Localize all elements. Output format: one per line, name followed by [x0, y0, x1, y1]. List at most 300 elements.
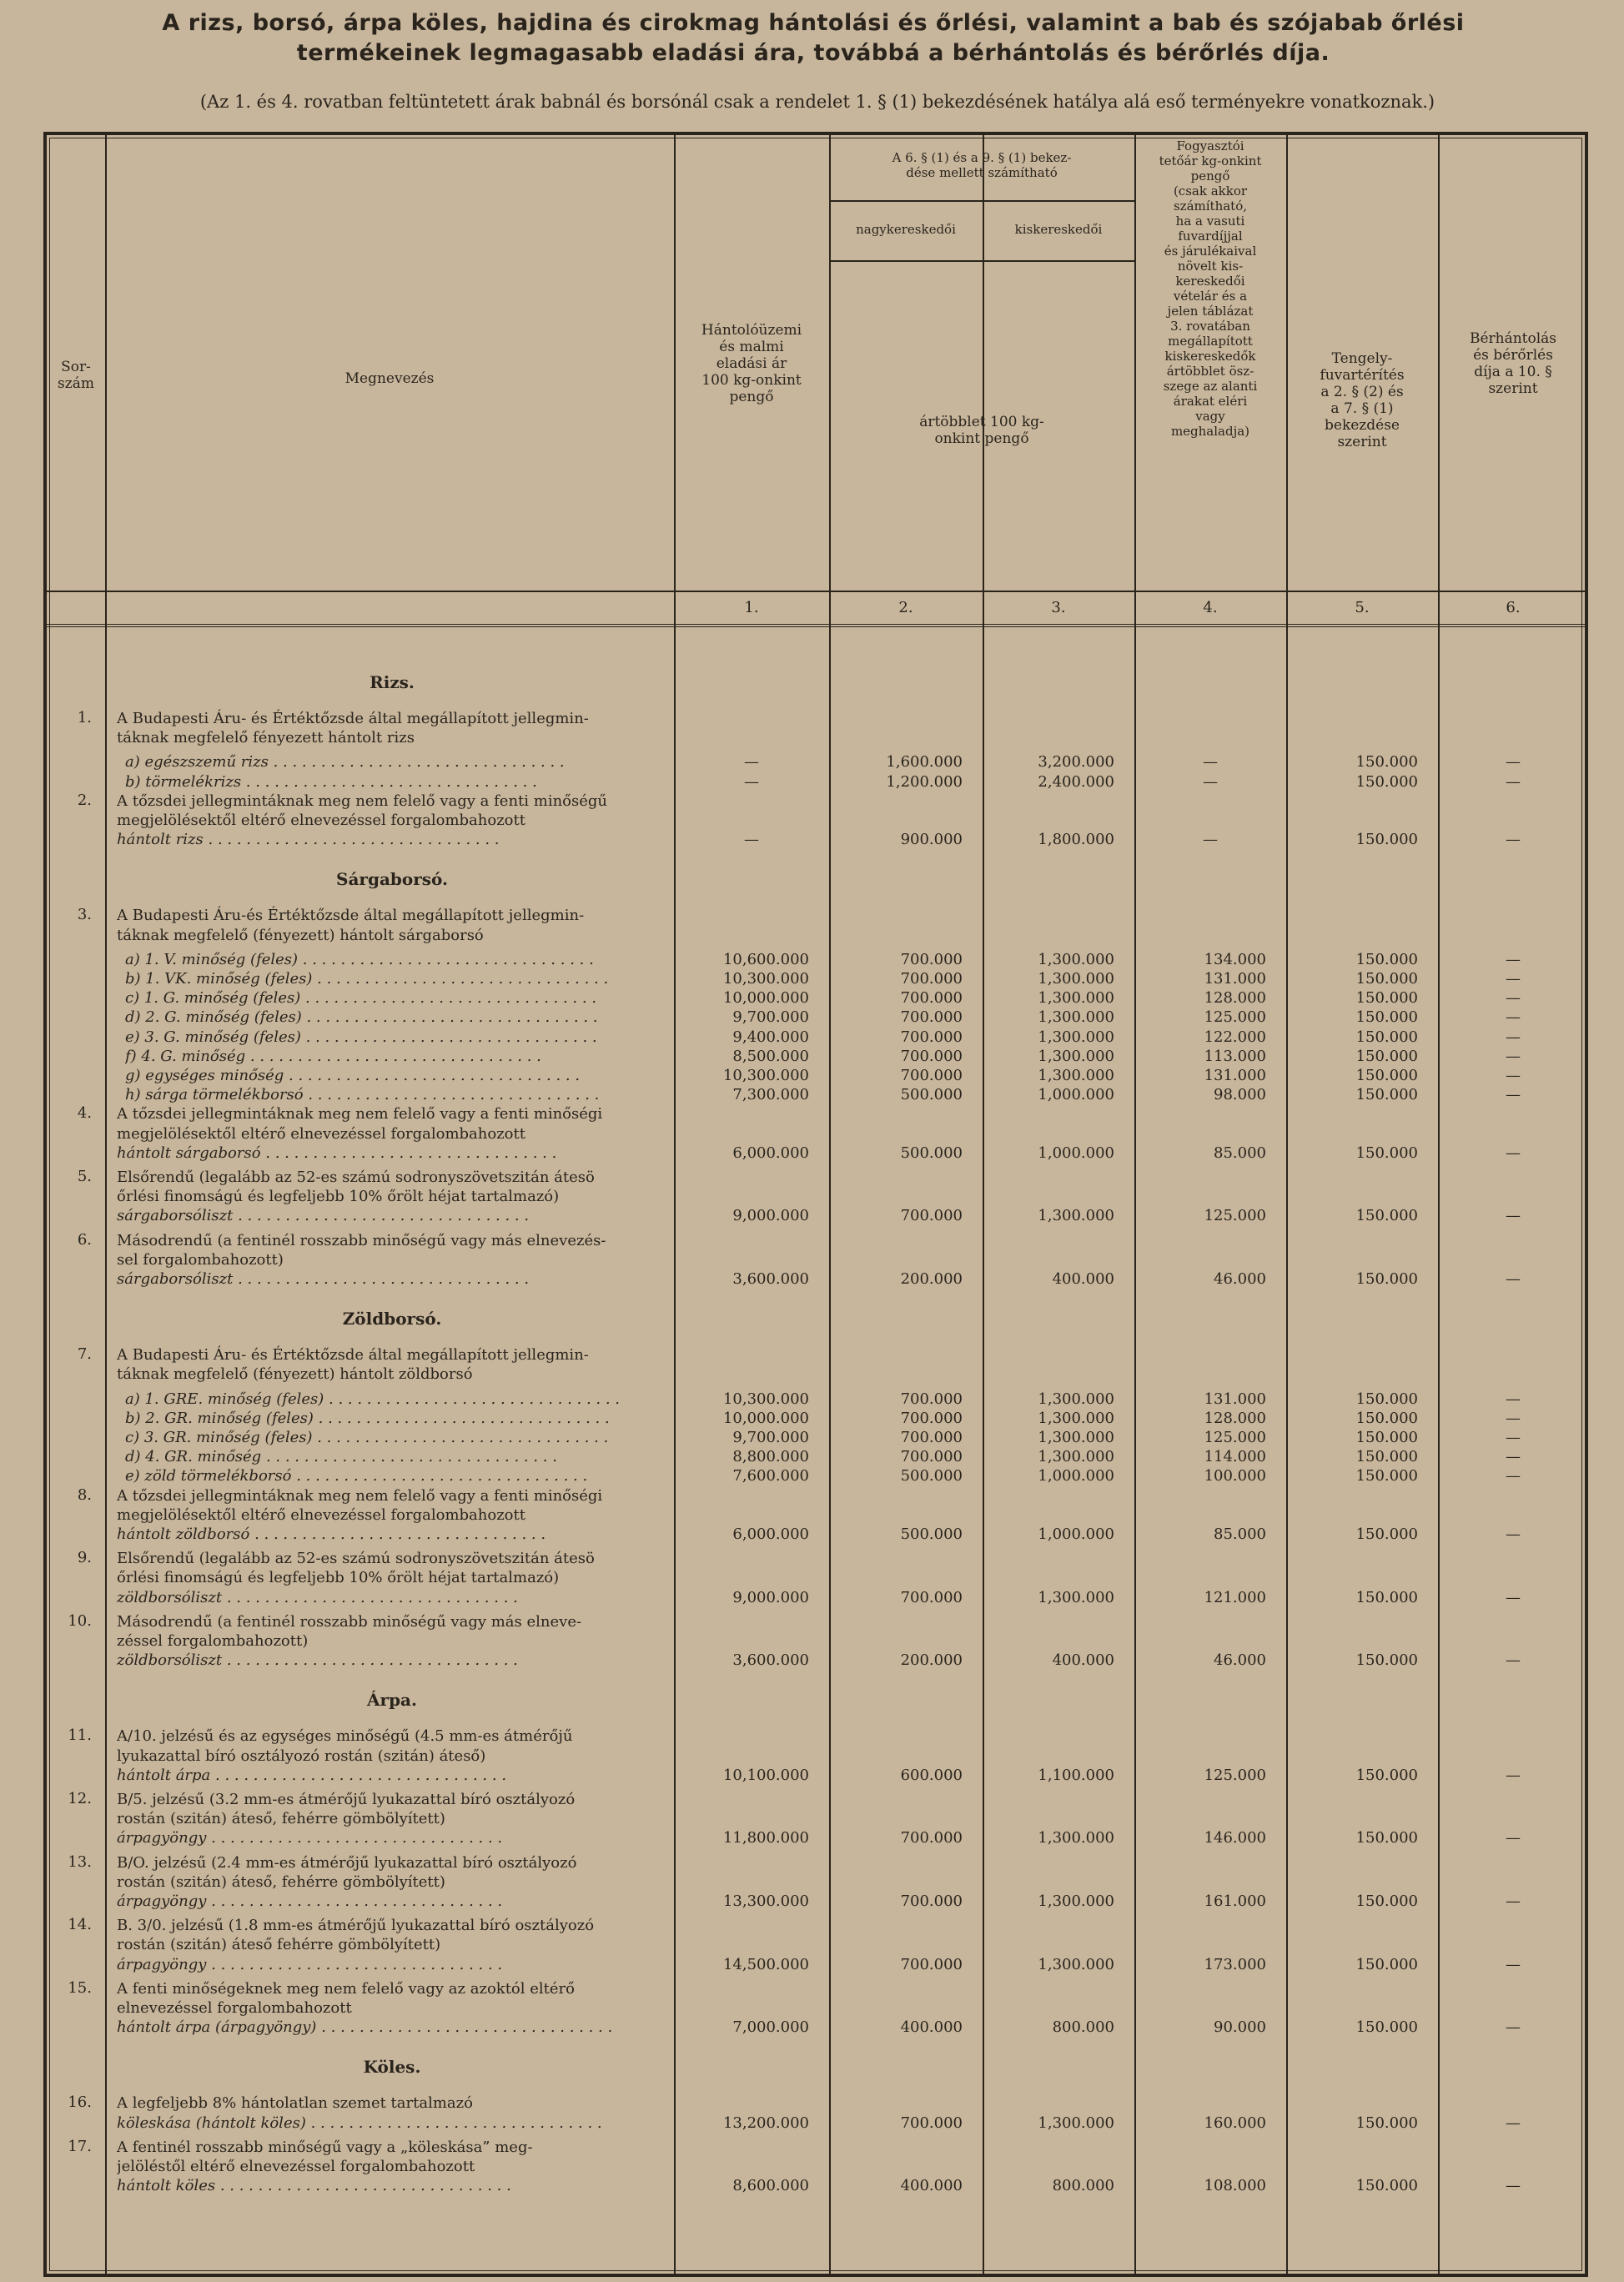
value-cell-col4: 125.000	[1204, 1008, 1266, 1027]
header-col2-sub: nagykereskedői	[856, 222, 956, 237]
value-cell-col6: —	[1506, 1651, 1521, 1670]
item-description: rostán (szitán) áteső, fehérre gömbölyített)	[117, 1810, 445, 1828]
value-cell-col2: 700.000	[900, 1448, 963, 1466]
value-cell-col4: 160.000	[1204, 2114, 1266, 2132]
value-cell-col5: 150.000	[1355, 1067, 1418, 1084]
header-line: Tengely-	[1331, 350, 1393, 367]
value-cell-col4: 173.000	[1204, 1955, 1266, 1973]
value-cell-col6: —	[1506, 950, 1521, 968]
item-description: c) 3. GR. minőség (feles) . . .	[125, 1428, 667, 1448]
item-description: A fentinél rosszabb minőségű vagy a „köleskása” meg-	[117, 2138, 533, 2156]
row-number: 15.	[68, 1978, 92, 1997]
colnum-5: 5.	[1355, 599, 1370, 616]
title-line-1: A rizs, borsó, árpa köles, hajdina és cirokmag hántolási és őrlési, valamint a bab és szójabab őrlési	[162, 10, 1465, 36]
value-cell-col3: 1,300.000	[1038, 950, 1114, 968]
header-line: kiskereskedők	[1164, 349, 1256, 364]
value-cell-col2: 700.000	[900, 1955, 963, 1973]
item-description: árpagyöngy . . .	[117, 1955, 659, 1975]
value-cell-col1: 7,000.000	[732, 2018, 809, 2037]
value-cell-col5: 150.000	[1355, 831, 1418, 849]
header-line: jelen táblázat	[1167, 304, 1254, 319]
value-cell-col2: 1,200.000	[886, 772, 963, 791]
value-cell-col5: 150.000	[1355, 1467, 1418, 1485]
value-cell-col3: 1,000.000	[1038, 1467, 1114, 1485]
value-cell-col3: 1,300.000	[1038, 1067, 1114, 1084]
header-line: szege az alanti	[1163, 379, 1258, 394]
value-cell-col5: 150.000	[1355, 1144, 1418, 1162]
item-description: hántolt köles . . .	[117, 2176, 659, 2196]
item-description: b) 2. GR. minőség (feles) . . .	[125, 1409, 667, 1429]
row-number: 13.	[68, 1852, 92, 1871]
header-line: fuvardíjjal	[1178, 229, 1243, 244]
header-line: megállapított	[1168, 334, 1253, 349]
value-cell-col5: 150.000	[1355, 1008, 1418, 1027]
header-col1: Hántolóüzemi és malmi eladási ár 100 kg-onkint pengő	[701, 322, 802, 405]
subtitle: (Az 1. és 4. rovatban feltüntetett árak babnál és borsónál csak a rendelet 1. § (1) bekezdésének hatálya alá eső terményekre vonatkoznak.)	[199, 92, 1435, 112]
value-cell-col4: 113.000	[1204, 1047, 1266, 1065]
item-description: hántolt zöldborsó . . .	[117, 1525, 659, 1545]
item-description: A tőzsdei jellegmintáknak meg nem felelő vagy a fenti minőségi	[117, 1486, 603, 1505]
item-description: B. 3/0. jelzésű (1.8 mm-es átmérőjű lyukazattal bíró osztályozó	[117, 1917, 595, 1935]
item-description: rostán (szitán) áteső, fehérre gömbölyített)	[117, 1872, 445, 1891]
value-cell-col1: 6,000.000	[732, 1526, 809, 1543]
value-cell-col6: —	[1506, 1067, 1521, 1084]
header-col4	[1134, 138, 1286, 439]
value-cell-col4: —	[1203, 831, 1218, 849]
value-cell-col6: —	[1506, 1955, 1521, 1973]
header-line: pengő	[1190, 168, 1230, 183]
item-description: a) 1. GRE. minőség (feles) . . .	[125, 1390, 667, 1410]
value-cell-col5: 150.000	[1355, 989, 1418, 1008]
value-cell-col1: 10,000.000	[722, 1409, 809, 1427]
col-rule	[1286, 133, 1288, 2274]
value-cell-col1: 10,600.000	[722, 950, 809, 968]
value-cell-col1: 10,000.000	[722, 989, 809, 1008]
value-cell-col6: —	[1506, 1028, 1521, 1046]
header-line: (csak akkor	[1173, 183, 1248, 199]
value-cell-col2: 200.000	[900, 1651, 963, 1670]
value-cell-col4: 121.000	[1204, 1588, 1266, 1606]
value-cell-col1: 9,700.000	[732, 1008, 809, 1027]
item-description: sel forgalombahozott)	[117, 1250, 284, 1269]
item-description: e) zöld törmelékborsó . . .	[125, 1466, 667, 1486]
value-cell-col1: 6,000.000	[732, 1144, 809, 1162]
value-cell-col2: 700.000	[900, 1067, 963, 1084]
item-description: sárgaborsóliszt . . .	[117, 1206, 659, 1226]
value-cell-col5: 150.000	[1355, 2177, 1418, 2195]
row-number: 7.	[77, 1345, 92, 1364]
header-line: vagy	[1195, 409, 1225, 424]
value-cell-col3: 1,300.000	[1038, 1955, 1114, 1973]
col-rule	[674, 133, 676, 2274]
item-description: h) sárga törmelékborsó . . .	[125, 1085, 667, 1105]
value-cell-col5: 150.000	[1355, 1429, 1418, 1446]
value-cell-col3: 1,300.000	[1038, 1588, 1114, 1606]
value-cell-col5: 150.000	[1355, 1448, 1418, 1466]
value-cell-col6: —	[1506, 753, 1521, 772]
value-cell-col3: 800.000	[1052, 2177, 1114, 2195]
section-heading: Rizs.	[370, 672, 415, 692]
item-description: megjelölésektől eltérő elnevezéssel forgalombahozott	[117, 1505, 525, 1524]
item-description: táknak megfelelő (fényezett) hántolt sárgaborsó	[117, 926, 484, 944]
value-cell-col4: 114.000	[1204, 1448, 1266, 1466]
value-cell-col2: 700.000	[900, 989, 963, 1008]
value-cell-col4: 131.000	[1204, 1390, 1266, 1408]
value-cell-col4: 108.000	[1204, 2177, 1266, 2195]
value-cell-col1: 13,200.000	[722, 2114, 809, 2132]
value-cell-col3: 1,000.000	[1038, 1144, 1114, 1162]
value-cell-col2: 700.000	[900, 1429, 963, 1446]
value-cell-col6: —	[1506, 2018, 1521, 2037]
value-cell-col1: 9,400.000	[732, 1028, 809, 1046]
value-cell-col5: 150.000	[1355, 1766, 1418, 1784]
value-cell-col5: 150.000	[1355, 753, 1418, 772]
value-cell-col1: 7,300.000	[732, 1086, 809, 1104]
value-cell-col5: 150.000	[1355, 2114, 1418, 2132]
item-description: táknak megfelelő fényezett hántolt rizs	[117, 729, 415, 747]
value-cell-col4: 122.000	[1204, 1028, 1266, 1046]
col-rule	[983, 133, 984, 2274]
item-description: A fenti minőségeknek meg nem felelő vagy az azoktól eltérő	[117, 1979, 575, 1998]
header-line: fuvartérítés	[1320, 367, 1405, 384]
header-double-rule	[47, 624, 1585, 627]
value-cell-col1: 9,700.000	[732, 1429, 809, 1446]
value-cell-col6: —	[1506, 1448, 1521, 1466]
item-description: Elsőrendű (legalább az 52-es számú sodronyszövetszitán átesö	[117, 1169, 595, 1186]
item-description: őrlési finomságú és legfeljebb 10% őrölt héjat tartalmazó)	[117, 1569, 560, 1587]
row-number: 2.	[77, 791, 92, 809]
value-cell-col1: 10,300.000	[722, 970, 809, 988]
item-description: lyukazattal bíró osztályozó rostán (szitán) áteső)	[117, 1747, 486, 1765]
value-cell-col1: —	[744, 831, 759, 849]
value-cell-col3: 1,300.000	[1038, 1008, 1114, 1027]
header-col6	[1438, 330, 1588, 397]
value-cell-col5: 150.000	[1355, 1651, 1418, 1670]
value-cell-col2: 700.000	[900, 1409, 963, 1427]
value-cell-col3: 1,000.000	[1038, 1086, 1114, 1104]
value-cell-col6: —	[1506, 2114, 1521, 2132]
value-cell-col5: 150.000	[1355, 1892, 1418, 1910]
col-rule	[829, 133, 831, 2274]
row-number: 11.	[68, 1727, 92, 1745]
value-cell-col6: —	[1506, 1270, 1521, 1288]
header-line: díja a 10. §	[1474, 364, 1552, 380]
value-cell-col3: 800.000	[1052, 2018, 1114, 2037]
row-number: 16.	[68, 2094, 92, 2112]
item-description: Másodrendű (a fentinél rosszabb minőségű vagy más elneve-	[117, 1612, 582, 1631]
value-cell-col2: 700.000	[900, 970, 963, 988]
header-sorszam: Sor- szám	[58, 359, 94, 392]
value-cell-col1: 8,600.000	[732, 2177, 809, 2195]
value-cell-col2: 500.000	[900, 1086, 963, 1104]
header-line: növelt kis-	[1177, 259, 1244, 274]
value-cell-col3: 1,300.000	[1038, 2114, 1114, 2132]
row-number: 5.	[77, 1168, 92, 1185]
item-description: rostán (szitán) áteső fehérre gömbölyített)	[117, 1936, 441, 1954]
row-number: 14.	[68, 1916, 92, 1934]
item-description: d) 2. G. minőség (feles) . . .	[125, 1008, 667, 1028]
value-cell-col6: —	[1506, 1829, 1521, 1847]
value-cell-col1: 14,500.000	[722, 1955, 809, 1973]
value-cell-col5: 150.000	[1355, 772, 1418, 791]
header-line: meghaladja)	[1170, 424, 1250, 439]
header-line: szerint	[1337, 434, 1387, 450]
value-cell-col2: 500.000	[900, 1144, 963, 1162]
header-line: és járulékaival	[1164, 244, 1257, 259]
item-description: táknak megfelelő (fényezett) hántolt zöldborsó	[117, 1365, 473, 1384]
page-title	[33, 8, 1593, 68]
row-number: 4.	[77, 1104, 92, 1123]
value-cell-col5: 150.000	[1355, 2018, 1418, 2037]
value-cell-col6: —	[1506, 1390, 1521, 1408]
value-cell-col2: 700.000	[900, 1588, 963, 1606]
value-cell-col2: 200.000	[900, 1270, 963, 1288]
item-description: megjelölésektől eltérő elnevezéssel forgalombahozott	[117, 1124, 525, 1143]
item-description: sárgaborsóliszt . . .	[117, 1269, 659, 1289]
item-description: őrlési finomságú és legfeljebb 10% őrölt héjat tartalmazó)	[117, 1188, 560, 1206]
value-cell-col4: 146.000	[1204, 1829, 1266, 1847]
row-number: 9.	[77, 1549, 92, 1567]
col-rule	[105, 133, 107, 2274]
item-description: d) 4. GR. minőség . . .	[125, 1447, 667, 1467]
colnum-6: 6.	[1506, 599, 1521, 616]
row-number: 3.	[77, 906, 92, 924]
value-cell-col5: 150.000	[1355, 1955, 1418, 1973]
row-number: 12.	[68, 1790, 92, 1807]
value-cell-col4: 90.000	[1214, 2018, 1266, 2037]
item-description: hántolt sárgaborsó . . .	[117, 1144, 659, 1164]
value-cell-col6: —	[1506, 2177, 1521, 2195]
value-cell-col6: —	[1506, 1467, 1521, 1485]
value-cell-col2: 700.000	[900, 1207, 963, 1225]
item-description: árpagyöngy . . .	[117, 1892, 659, 1912]
item-description: hántolt rizs . . .	[117, 830, 659, 850]
value-cell-col5: 150.000	[1355, 1086, 1418, 1104]
header-line: 3. rovatában	[1170, 319, 1250, 334]
item-description: g) egységes minőség . . .	[125, 1066, 667, 1086]
value-cell-col5: 150.000	[1355, 1829, 1418, 1847]
row-number: 8.	[77, 1485, 92, 1504]
value-cell-col2: 400.000	[900, 2018, 963, 2037]
header-megnevezes: Megnevezés	[344, 370, 435, 387]
value-cell-col1: 9,000.000	[732, 1588, 809, 1606]
row-number: 1.	[77, 709, 92, 726]
value-cell-col4: 128.000	[1204, 989, 1266, 1008]
value-cell-col3: 1,300.000	[1038, 1028, 1114, 1046]
value-cell-col3: 1,300.000	[1038, 970, 1114, 988]
item-description: B/5. jelzésű (3.2 mm-es átmérőjű lyukazattal bíró osztályozó	[117, 1791, 576, 1808]
row-number: 6.	[77, 1230, 92, 1249]
header-line: ha a vasuti	[1175, 214, 1245, 229]
item-description: A legfeljebb 8% hántolatlan szemet tartalmazó	[117, 2094, 473, 2113]
section-heading: Köles.	[363, 2057, 421, 2078]
value-cell-col1: 10,100.000	[722, 1766, 809, 1784]
value-cell-col2: 700.000	[900, 1390, 963, 1408]
value-cell-col4: 128.000	[1204, 1409, 1266, 1427]
value-cell-col4: 134.000	[1204, 950, 1266, 968]
value-cell-col2: 500.000	[900, 1526, 963, 1543]
value-cell-col5: 150.000	[1355, 970, 1418, 988]
header-line: bekezdése	[1325, 417, 1400, 434]
value-cell-col2: 600.000	[900, 1766, 963, 1784]
value-cell-col1: —	[744, 753, 759, 772]
value-cell-col1: 9,000.000	[732, 1207, 809, 1225]
value-cell-col6: —	[1506, 1588, 1521, 1606]
col-rule	[1438, 133, 1440, 2274]
header-line: Bérhántolás	[1469, 330, 1557, 347]
item-description: a) egészszemű rizs . . .	[125, 752, 667, 772]
value-cell-col4: —	[1203, 753, 1218, 772]
value-cell-col6: —	[1506, 1409, 1521, 1427]
value-cell-col1: 11,800.000	[722, 1829, 809, 1847]
value-cell-col4: 85.000	[1214, 1144, 1266, 1162]
item-description: A tőzsdei jellegmintáknak meg nem felelő vagy a fenti minőségű	[117, 792, 608, 810]
value-cell-col3: 1,100.000	[1038, 1766, 1114, 1784]
item-description: zöldborsóliszt . . .	[117, 1651, 659, 1671]
value-cell-col3: 1,300.000	[1038, 1409, 1114, 1427]
title-line-2: termékeinek legmagasabb eladási ára, továbbá a bérhántolás és bérőrlés díja.	[296, 40, 1330, 66]
value-cell-col6: —	[1506, 772, 1521, 791]
colnum-1: 1.	[744, 599, 759, 616]
value-cell-col4: 46.000	[1214, 1651, 1266, 1670]
item-description: megjelölésektől eltérő elnevezéssel forgalombahozott	[117, 812, 525, 829]
value-cell-col1: 8,500.000	[732, 1047, 809, 1065]
value-cell-col1: 10,300.000	[722, 1067, 809, 1084]
value-cell-col2: 700.000	[900, 1008, 963, 1027]
value-cell-col4: 125.000	[1204, 1766, 1266, 1784]
value-cell-col3: 400.000	[1052, 1651, 1114, 1670]
value-cell-col4: 131.000	[1204, 970, 1266, 988]
value-cell-col6: —	[1506, 1086, 1521, 1104]
value-cell-col6: —	[1506, 989, 1521, 1008]
header-col3-sub: kiskereskedői	[1014, 222, 1103, 237]
value-cell-col3: 3,200.000	[1038, 753, 1114, 772]
value-cell-col3: 1,300.000	[1038, 1892, 1114, 1910]
header-line: és bérőrlés	[1473, 347, 1553, 364]
value-cell-col1: 8,800.000	[732, 1448, 809, 1466]
value-cell-col4: 46.000	[1214, 1270, 1266, 1288]
item-description: köleskása (hántolt köles) . . .	[117, 2114, 659, 2134]
value-cell-col2: 700.000	[900, 1892, 963, 1910]
value-cell-col6: —	[1506, 1892, 1521, 1910]
value-cell-col3: 1,300.000	[1038, 1207, 1114, 1225]
value-cell-col4: 161.000	[1204, 1892, 1266, 1910]
header-col23-top: A 6. § (1) és a 9. § (1) bekez- dése mellett számítható	[892, 150, 1072, 180]
value-cell-col5: 150.000	[1355, 1588, 1418, 1606]
value-cell-col5: 150.000	[1355, 1526, 1418, 1543]
value-cell-col3: 2,400.000	[1038, 772, 1114, 791]
section-heading: Árpa.	[367, 1690, 417, 1711]
item-description: f) 4. G. minőség . . .	[125, 1047, 667, 1067]
value-cell-col2: 700.000	[900, 950, 963, 968]
value-cell-col2: 700.000	[900, 1047, 963, 1065]
item-description: jelöléstől eltérő elnevezéssel forgalombahozott	[117, 2158, 475, 2175]
value-cell-col1: 7,600.000	[732, 1467, 809, 1485]
header-rule	[829, 260, 1134, 262]
value-cell-col1: 10,300.000	[722, 1390, 809, 1408]
value-cell-col5: 150.000	[1355, 1207, 1418, 1225]
value-cell-col5: 150.000	[1355, 1028, 1418, 1046]
value-cell-col5: 150.000	[1355, 1047, 1418, 1065]
value-cell-col6: —	[1506, 970, 1521, 988]
header-line: a 2. § (2) és	[1320, 384, 1404, 400]
value-cell-col4: 100.000	[1204, 1467, 1266, 1485]
colnum-3: 3.	[1051, 599, 1066, 616]
value-cell-col4: 98.000	[1214, 1086, 1266, 1104]
header-col5	[1286, 350, 1438, 450]
value-cell-col2: 700.000	[900, 1028, 963, 1046]
item-description: elnevezéssel forgalombahozott	[117, 1999, 352, 2017]
col-rule	[1134, 133, 1136, 2274]
section-heading: Sárgaborsó.	[336, 869, 448, 890]
value-cell-col6: —	[1506, 1144, 1521, 1162]
value-cell-col3: 1,300.000	[1038, 1390, 1114, 1408]
colnum-2: 2.	[898, 599, 913, 616]
item-description: Másodrendű (a fentinél rosszabb minőségű vagy más elnevezés-	[117, 1231, 606, 1249]
item-description: hántolt árpa (árpagyöngy) . . .	[117, 2018, 659, 2038]
value-cell-col3: 400.000	[1052, 1270, 1114, 1288]
section-heading: Zöldborsó.	[342, 1309, 442, 1329]
item-description: c) 1. G. minőség (feles) . . .	[125, 988, 667, 1008]
header-col23-bottom: ártöbblet 100 kg- onkint pengő	[919, 414, 1044, 447]
value-cell-col4: 131.000	[1204, 1067, 1266, 1084]
value-cell-col6: —	[1506, 1047, 1521, 1065]
item-description: A Budapesti Áru- és Értéktőzsde által megállapított jellegmin-	[117, 1346, 589, 1365]
item-description: árpagyöngy . . .	[117, 1828, 659, 1848]
header-line: szerint	[1488, 380, 1538, 397]
value-cell-col3: 1,300.000	[1038, 1448, 1114, 1466]
value-cell-col1: 3,600.000	[732, 1270, 809, 1288]
header-line: a 7. § (1)	[1330, 400, 1394, 417]
item-description: b) 1. VK. minőség (feles) . . .	[125, 969, 667, 989]
header-line: vételár és a	[1173, 289, 1248, 304]
value-cell-col6: —	[1506, 1526, 1521, 1543]
value-cell-col5: 150.000	[1355, 1409, 1418, 1427]
value-cell-col3: 1,800.000	[1038, 831, 1114, 849]
value-cell-col5: 150.000	[1355, 950, 1418, 968]
value-cell-col4: 85.000	[1214, 1526, 1266, 1543]
header-rule	[829, 200, 1134, 202]
value-cell-col3: 1,300.000	[1038, 1047, 1114, 1065]
value-cell-col1: 3,600.000	[732, 1651, 809, 1670]
colnum-4: 4.	[1203, 599, 1218, 616]
row-number: 17.	[68, 2137, 92, 2155]
item-description: e) 3. G. minőség (feles) . . .	[125, 1028, 667, 1048]
item-description: Elsőrendű (legalább az 52-es számú sodronyszövetszitán átesö	[117, 1550, 595, 1568]
item-description: B/O. jelzésű (2.4 mm-es átmérőjű lyukazattal bíró osztályozó	[117, 1853, 577, 1872]
value-cell-col2: 400.000	[900, 2177, 963, 2195]
value-cell-col2: 700.000	[900, 1829, 963, 1847]
item-description: A Budapesti Áru-és Értéktőzsde által megállapított jellegmin-	[117, 907, 585, 925]
item-description: A Budapesti Áru- és Értéktőzsde által megállapított jellegmin-	[117, 710, 589, 727]
value-cell-col4: 125.000	[1204, 1207, 1266, 1225]
value-cell-col2: 500.000	[900, 1467, 963, 1485]
value-cell-col4: 125.000	[1204, 1429, 1266, 1446]
value-cell-col5: 150.000	[1355, 1270, 1418, 1288]
value-cell-col2: 700.000	[900, 2114, 963, 2132]
value-cell-col1: —	[744, 772, 759, 791]
value-cell-col4: —	[1203, 772, 1218, 791]
header-line: tetőár kg-onkint	[1159, 153, 1262, 168]
value-cell-col3: 1,000.000	[1038, 1526, 1114, 1543]
value-cell-col3: 1,300.000	[1038, 1829, 1114, 1847]
value-cell-col3: 1,300.000	[1038, 989, 1114, 1008]
item-description: A tőzsdei jellegmintáknak meg nem felelő vagy a fenti minőségi	[117, 1105, 603, 1123]
header-line: Fogyasztói	[1176, 138, 1244, 153]
row-number: 10.	[68, 1611, 92, 1630]
value-cell-col6: —	[1506, 1766, 1521, 1784]
value-cell-col2: 1,600.000	[886, 753, 963, 772]
